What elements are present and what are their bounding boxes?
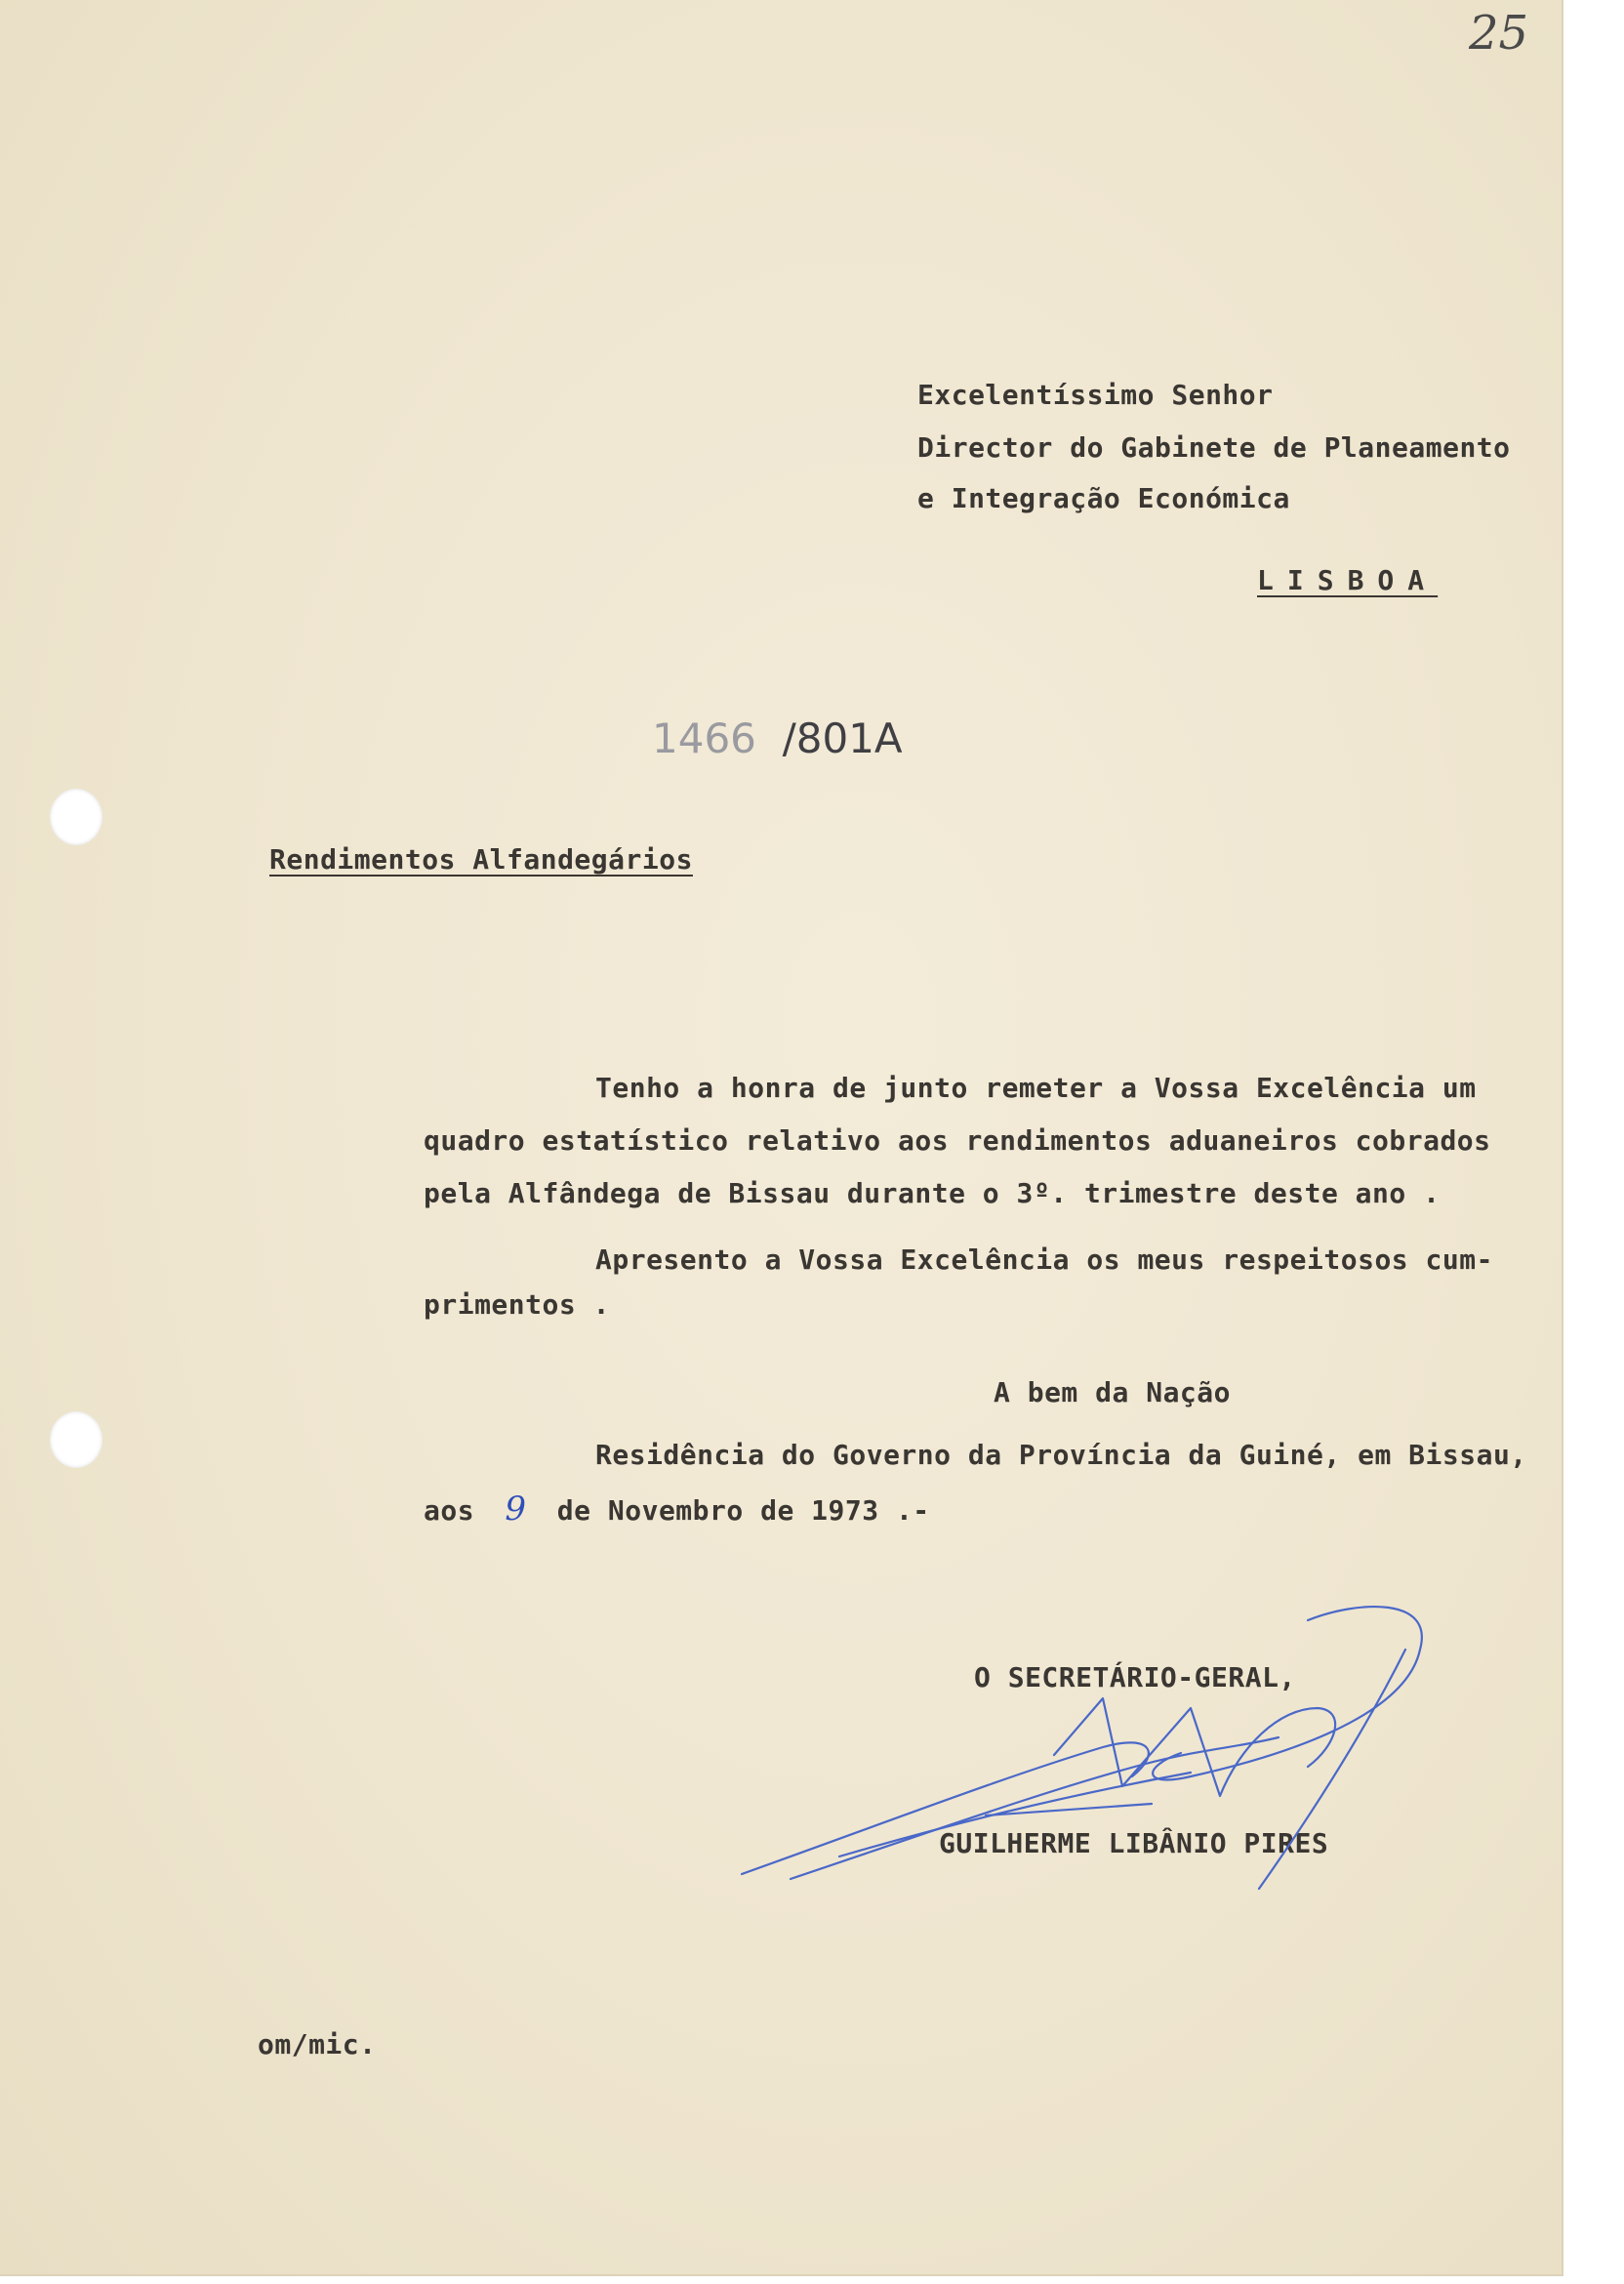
signatory-name: GUILHERME LIBÂNIO PIRES (939, 1827, 1329, 1859)
closing-date (424, 1489, 930, 1529)
reference-code: /801A (782, 714, 903, 762)
reference-number (652, 714, 903, 762)
date-prefix: aos (424, 1494, 475, 1527)
subject-line: Rendimentos Alfandegários (269, 843, 693, 876)
body-paragraph-2-line-1: Apresento a Vossa Excelência os meus respeitosos cum- (595, 1244, 1493, 1276)
body-paragraph-1-line-1: Tenho a honra de junto remeter a Vossa Excelência um (595, 1072, 1477, 1104)
addressee-line-2: Director do Gabinete de Planeamento (917, 431, 1511, 464)
signature-stroke-zigzag (1054, 1698, 1335, 1796)
addressee-city: LISBOA (1257, 564, 1439, 596)
date-day-handwritten: 9 (505, 1489, 527, 1529)
addressee-line-3: e Integração Económica (917, 482, 1290, 514)
punch-hole-top (50, 789, 102, 845)
reference-number-digits: 1466 (652, 714, 756, 762)
closing-salutation: A bem da Nação (994, 1376, 1232, 1408)
body-paragraph-1-line-3: pela Alfândega de Bissau durante o 3º. trimestre deste ano . (424, 1177, 1441, 1209)
page-number: 25 (1469, 6, 1529, 61)
punch-hole-bottom (50, 1411, 102, 1468)
footer-initials: om/mic. (258, 2028, 377, 2060)
closing-place: Residência do Governo da Província da Guiné, em Bissau, (595, 1439, 1527, 1471)
date-suffix: de Novembro de 1973 .- (556, 1494, 930, 1527)
signature-stroke-dash (986, 1804, 1152, 1815)
body-paragraph-2-line-2: primentos . (424, 1288, 610, 1321)
signatory-title: O SECRETÁRIO-GERAL, (974, 1661, 1296, 1693)
body-paragraph-1-line-2: quadro estatístico relativo aos rendimentos aduaneiros cobrados (424, 1124, 1491, 1157)
addressee-line-1: Excelentíssimo Senhor (917, 379, 1274, 411)
